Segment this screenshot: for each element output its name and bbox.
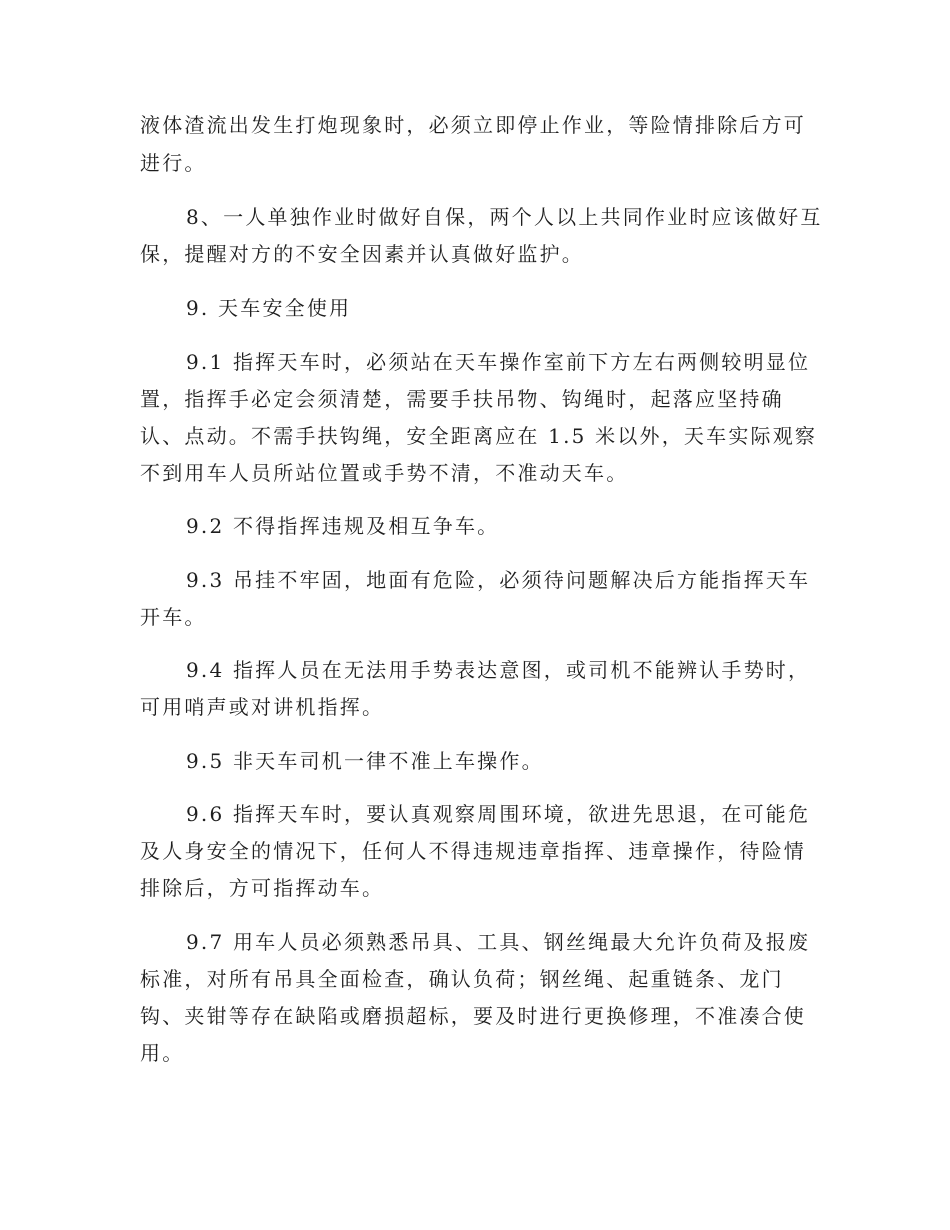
text-line: 开车。 — [140, 605, 207, 629]
text-line: 8、一人单独作业时做好自保，两个人以上共同作业时应该做好互 — [186, 205, 823, 229]
text-line: 排除后，方可指挥动车。 — [140, 876, 385, 900]
text-line: 钩、夹钳等存在缺陷或磨损超标，要及时进行更换修理，不准凑合使 — [140, 1004, 806, 1028]
text-line: 可用哨声或对讲机指挥。 — [140, 695, 385, 719]
text-line: 9.1 指挥天车时，必须站在天车操作室前下方左右两侧较明显位 — [186, 350, 811, 374]
text-line: 标准，对所有吊具全面检查，确认负荷；钢丝绳、起重链条、龙门 — [140, 967, 784, 991]
text-line: 9.5 非天车司机一律不准上车操作。 — [186, 749, 544, 773]
text-line: 液体渣流出发生打炮现象时，必须立即停止作业，等险情排除后方可 — [140, 113, 806, 137]
text-line: 进行。 — [140, 151, 207, 175]
text-line: 保，提醒对方的不安全因素并认真做好监护。 — [140, 242, 584, 266]
text-line: 用。 — [140, 1041, 185, 1065]
text-line: 9.2 不得指挥违规及相互争车。 — [186, 514, 500, 538]
text-line: 9.4 指挥人员在无法用手势表达意图，或司机不能辨认手势时， — [186, 658, 811, 682]
text-line: 9.3 吊挂不牢固，地面有危险，必须待问题解决后方能指挥天车 — [186, 568, 811, 592]
text-line: 认、点动。不需手扶钩绳，安全距离应在 1.5 米以外，天车实际观察 — [140, 424, 818, 448]
text-line: 9.6 指挥天车时，要认真观察周围环境，欲进先思退，在可能危 — [186, 802, 811, 826]
text-line: 及人身安全的情况下，任何人不得违规违章指挥、违章操作，待险情 — [140, 839, 806, 863]
text-line: 不到用车人员所站位置或手势不清，不准动天车。 — [140, 461, 629, 485]
text-line: 置，指挥手必定会须清楚，需要手扶吊物、钩绳时，起落应坚持确 — [140, 387, 784, 411]
section-heading: 9. 天车安全使用 — [186, 296, 352, 320]
text-line: 9.7 用车人员必须熟悉吊具、工具、钢丝绳最大允许负荷及报废 — [186, 930, 811, 954]
